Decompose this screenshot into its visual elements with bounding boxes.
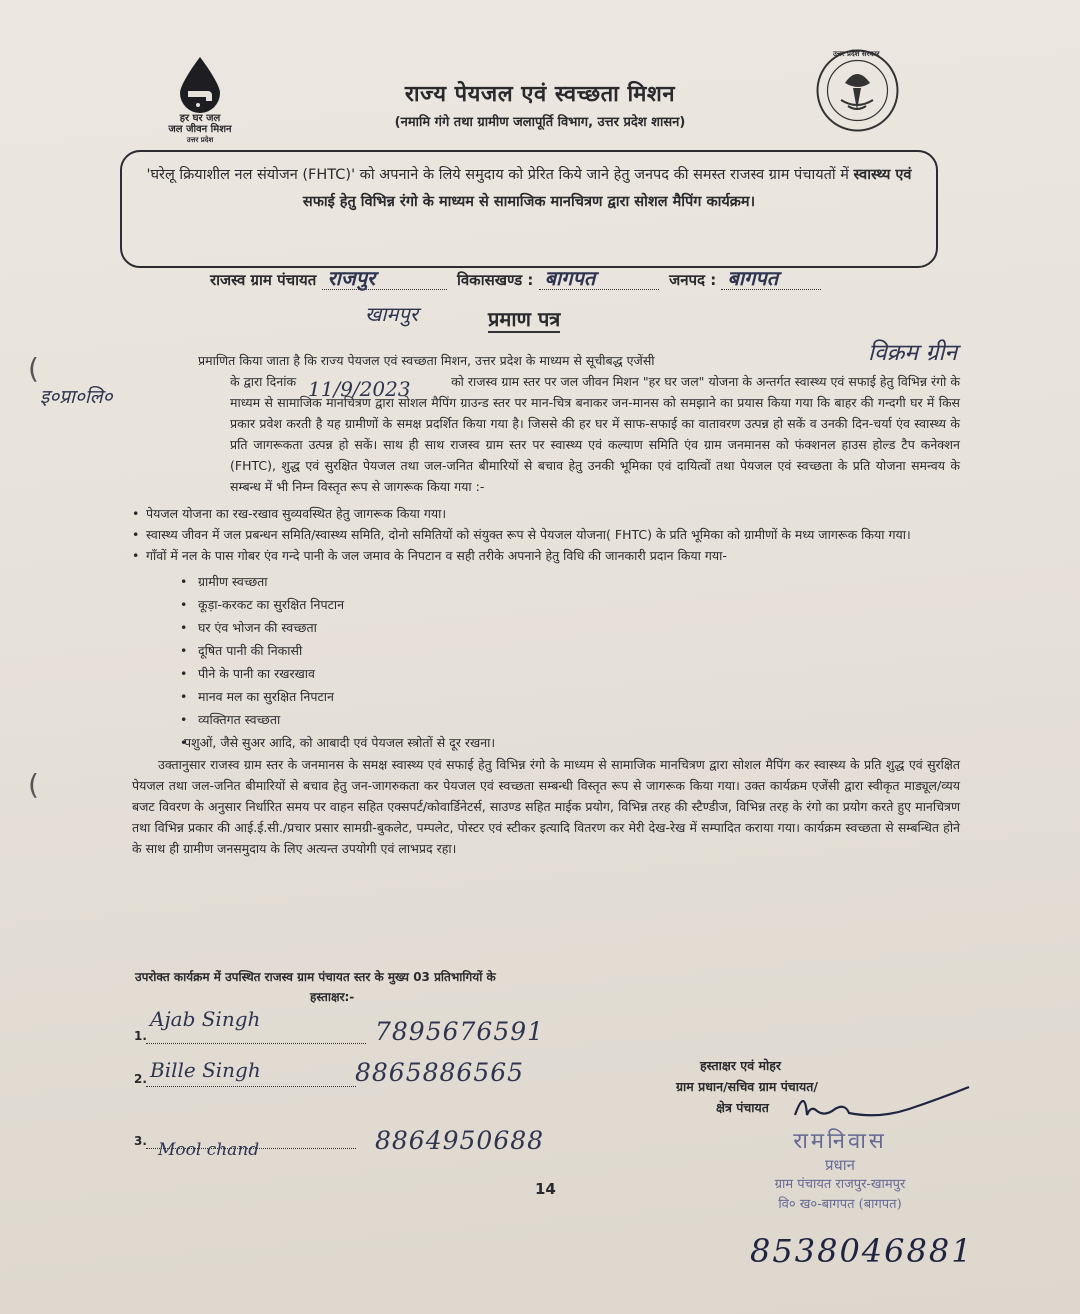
har-ghar-jal-logo <box>160 55 240 146</box>
stamp-label-2: ग्राम प्रधान/सचिव ग्राम पंचायत/ <box>676 1079 818 1094</box>
list-item: • स्वास्थ्य जीवन में जल प्रबन्धन समिति/स्वास्थ्य समिति, दोनो समितियों को संयुक्त रूप से पेयजल योजना( FHTC) के प्रति भूमिका को ग्रामीणों के मध्य जागरूक किया गया। <box>132 524 960 545</box>
certificate-body <box>132 350 960 859</box>
participant-row <box>130 1058 550 1088</box>
banner-bold-text: स्वास्थ्य एवं सफाई हेतु विभिन्न रंगो के माध्यम से सामाजिक मानचित्रण द्वारा सोशल मैपिंग कार्यक्रम। <box>302 167 912 210</box>
location-fields <box>210 266 821 290</box>
seal-role: प्रधान <box>825 1156 855 1174</box>
emblem-icon <box>815 48 900 133</box>
body-paragraph-1c: को राजस्व ग्राम स्तर पर जल जीवन मिशन "हर घर जल" योजना के अन्तर्गत स्वास्थ्य एवं सफाई हेतु विभिन्न रंगो के माध्यम से सामाजिक मानचित्रण द्वारा सोशल मैपिंग ग्राउन्ड स्तर पर मान-चित्र बनाकर जन-मानस को समझाने का प्रयास किया गया कि बाहर की गन्दगी घर में किस प्रकार प्रवेश करती है यह ग्रामीणों के समक्ष प्रदर्शित किया गया है। जिससे की हर घर में साफ-सफाई का वातावरण उत्पन्न हो सकें व उनकी दिन-चर्या एंव स्वास्थ्य के प्रति जागरूकता उत्पन्न हो सकें। साथ ही साथ राजस्व ग्राम स्तर पर स्वास्थ्य एवं कल्याण समिति एंव ग्राम जनमानस को फंक्शनल हाउस होल्ड टैप कनेक्शन (FHTC), शुद्ध एवं सुरक्षित पेयजल तथा जल-जनित बीमारियों से बचाव हेतु उनकी भूमिका एवं दायित्वों तथा पेयजल एवं स्वच्छता के प्रति योजना समन्वय के सम्बन्ध में भी निम्न विस्तृत रूप से जागरूक किया गया :- <box>230 374 960 494</box>
participant-phone: 8865886565 <box>355 1058 525 1087</box>
sub-list-item: • दूषित पानी की निकासी <box>132 639 960 662</box>
seal-village: ग्राम पंचायत राजपुर-खामपुर <box>774 1177 906 1192</box>
agency-name-handwritten-2: इ०प्रा०लि० <box>40 386 113 408</box>
stamp-label-3: क्षेत्र पंचायत <box>716 1100 769 1115</box>
participant-number: 1. <box>134 1029 147 1043</box>
agency-name-handwritten: विक्रम ग्रीन <box>868 340 958 366</box>
emblem-text: उत्तर प्रदेश सरकार <box>833 50 880 58</box>
sub-list-item: • ग्रामीण स्वच्छता <box>132 570 960 593</box>
block-value: बागपत <box>544 266 596 290</box>
pradhan-phone: 8538046881 <box>750 1232 974 1270</box>
page-number: 14 <box>535 1180 556 1198</box>
logo-line-2: जल जीवन मिशन <box>168 124 232 135</box>
sub-list-item: • मानव मल का सुरक्षित निपटान <box>132 685 960 708</box>
block-field <box>539 266 659 290</box>
participant-signature: Mool chand <box>158 1140 260 1160</box>
participants-intro: उपरोक्त कार्यक्रम में उपस्थित राजस्व ग्राम पंचायत स्तर के मुख्य 03 प्रतिभागियों के <box>135 970 496 984</box>
body-paragraph-1b <box>132 371 960 497</box>
district-value: बागपत <box>727 266 779 290</box>
water-drop-icon <box>176 55 224 113</box>
district-label: जनपद : <box>669 271 717 289</box>
punch-hole-mark: ( <box>28 768 39 801</box>
gram-panchayat-value-2: खामपुर <box>365 302 419 326</box>
list-item: • गाँवों में नल के पास गोबर एंव गन्दे पानी के जल जमाव के निपटान व सही तरीके अपनाने हेतु विधि की जानकारी प्रदान किया गया- <box>132 545 960 566</box>
gram-panchayat-field <box>322 266 447 290</box>
body-date-label: के द्वारा दिनांक <box>230 374 297 389</box>
participants-sign-label: हस्ताक्षर:- <box>310 990 355 1004</box>
participant-phone: 7895676591 <box>375 1017 545 1046</box>
list-item: • पेयजल योजना का रख-रखाव सुव्यवस्थित हेतु जागरूक किया गया। <box>132 503 960 524</box>
body-paragraph-1a: प्रमाणित किया जाता है कि राज्य पेयजल एवं स्वच्छता मिशन, उत्तर प्रदेश के माध्यम से सूचीबद्ध एजेंसी <box>198 353 655 368</box>
participant-signature: Ajab Singh <box>150 1007 261 1031</box>
participant-row <box>130 1007 550 1046</box>
district-field <box>721 266 821 290</box>
block-label: विकासखण्ड : <box>456 271 534 289</box>
seal-block: वि० ख०-बागपत (बागपत) <box>778 1197 902 1212</box>
participant-signature: Bille Singh <box>150 1058 261 1082</box>
page-title: राज्य पेयजल एवं स्वच्छता मिशन <box>404 82 676 107</box>
participant-number: 2. <box>134 1072 147 1086</box>
sub-list-item: • कूड़ा-करकट का सुरक्षित निपटान <box>132 593 960 616</box>
sub-list-item: • पशुओं, जैसे सुअर आदि, को आबादी एवं पेयजल स्त्रोतों से दूर रखना। <box>132 731 960 754</box>
certificate-title-text: प्रमाण पत्र <box>488 307 561 331</box>
punch-hole-mark: ( <box>28 352 39 385</box>
certificate-title <box>488 305 560 332</box>
pradhan-signature-icon <box>790 1085 1020 1130</box>
page-subtitle: (नमामि गंगे तथा ग्रामीण जलापूर्ति विभाग, उत्तर प्रदेश शासन) <box>394 115 686 130</box>
date-handwritten: 11/9/2023 <box>308 377 411 401</box>
stamp-label-1: हस्ताक्षर एवं मोहर <box>700 1058 781 1073</box>
signature-line <box>146 1086 356 1087</box>
program-banner <box>120 150 938 268</box>
official-seal <box>720 1125 960 1215</box>
gram-panchayat-value: राजपुर <box>327 266 376 290</box>
seal-name: रामनिवास <box>793 1129 887 1154</box>
banner-text: 'घरेलू क्रियाशील नल संयोजन (FHTC)' को अपनाने के लिये समुदाय को प्रेरित किये जाने हेतु जनपद की समस्त राजस्व ग्राम पंचायतों में <box>146 167 854 183</box>
logo-line-3: उत्तर प्रदेश <box>186 136 214 144</box>
body-paragraph-2: उक्तानुसार राजस्व ग्राम स्तर के जनमानस के समक्ष स्वास्थ्य एवं सफाई हेतु विभिन्न रंगो के माध्यम से सामाजिक मानचित्रण द्वारा सोशल मैपिंग कर स्वास्थ्य के प्रति शुद्ध एवं सुरक्षित पेयजल तथा जल-जनित बीमारियों से बचाव हेतु जन-जागरुकता कर पेयजल एवं स्वच्छता सम्बन्धी विस्तृत रूप से जागरूक किया गया। उक्त कार्यक्रम एजेंसी द्वारा स्वीकृत माड्यूल/व्यय बजट विवरण के अनुसार निर्धारित समय पर वाहन सहित एक्सपर्ट/कोवार्डिनेटर्स, साउण्ड सहित माईक प्रयोग, विभिन्न तरह की स्टैण्डीज, विभिन्न तरह के रंगो का प्रयोग करते हुए मानचित्रण तथा विभिन्न प्रकार की आई.ई.सी./प्रचार प्रसार सामग्री-बुकलेट, पम्पलेट, पोस्टर एवं स्टीकर इत्यादि वितरण कर मेरी देख-रेख में सम्पादित कराया गया। कार्यक्रम स्वच्छता से सम्बन्धित होने के साथ ही ग्रामीण जनसमुदाय के लिए अत्यन्त उपयोगी एवं लाभप्रद रहा। <box>132 757 960 856</box>
logo-line-1: हर घर जल <box>179 113 221 124</box>
participant-phone: 8864950688 <box>375 1126 545 1155</box>
sub-list-item: • घर एंव भोजन की स्वच्छता <box>132 616 960 639</box>
signature-line <box>146 1043 366 1044</box>
participant-number: 3. <box>134 1134 147 1148</box>
gram-panchayat-label: राजस्व ग्राम पंचायत <box>210 271 317 289</box>
participant-row <box>130 1126 550 1166</box>
sub-list-item: • व्यक्तिगत स्वच्छता <box>132 708 960 731</box>
sub-list-item: • पीने के पानी का रखरखाव <box>132 662 960 685</box>
up-govt-emblem <box>815 48 900 137</box>
